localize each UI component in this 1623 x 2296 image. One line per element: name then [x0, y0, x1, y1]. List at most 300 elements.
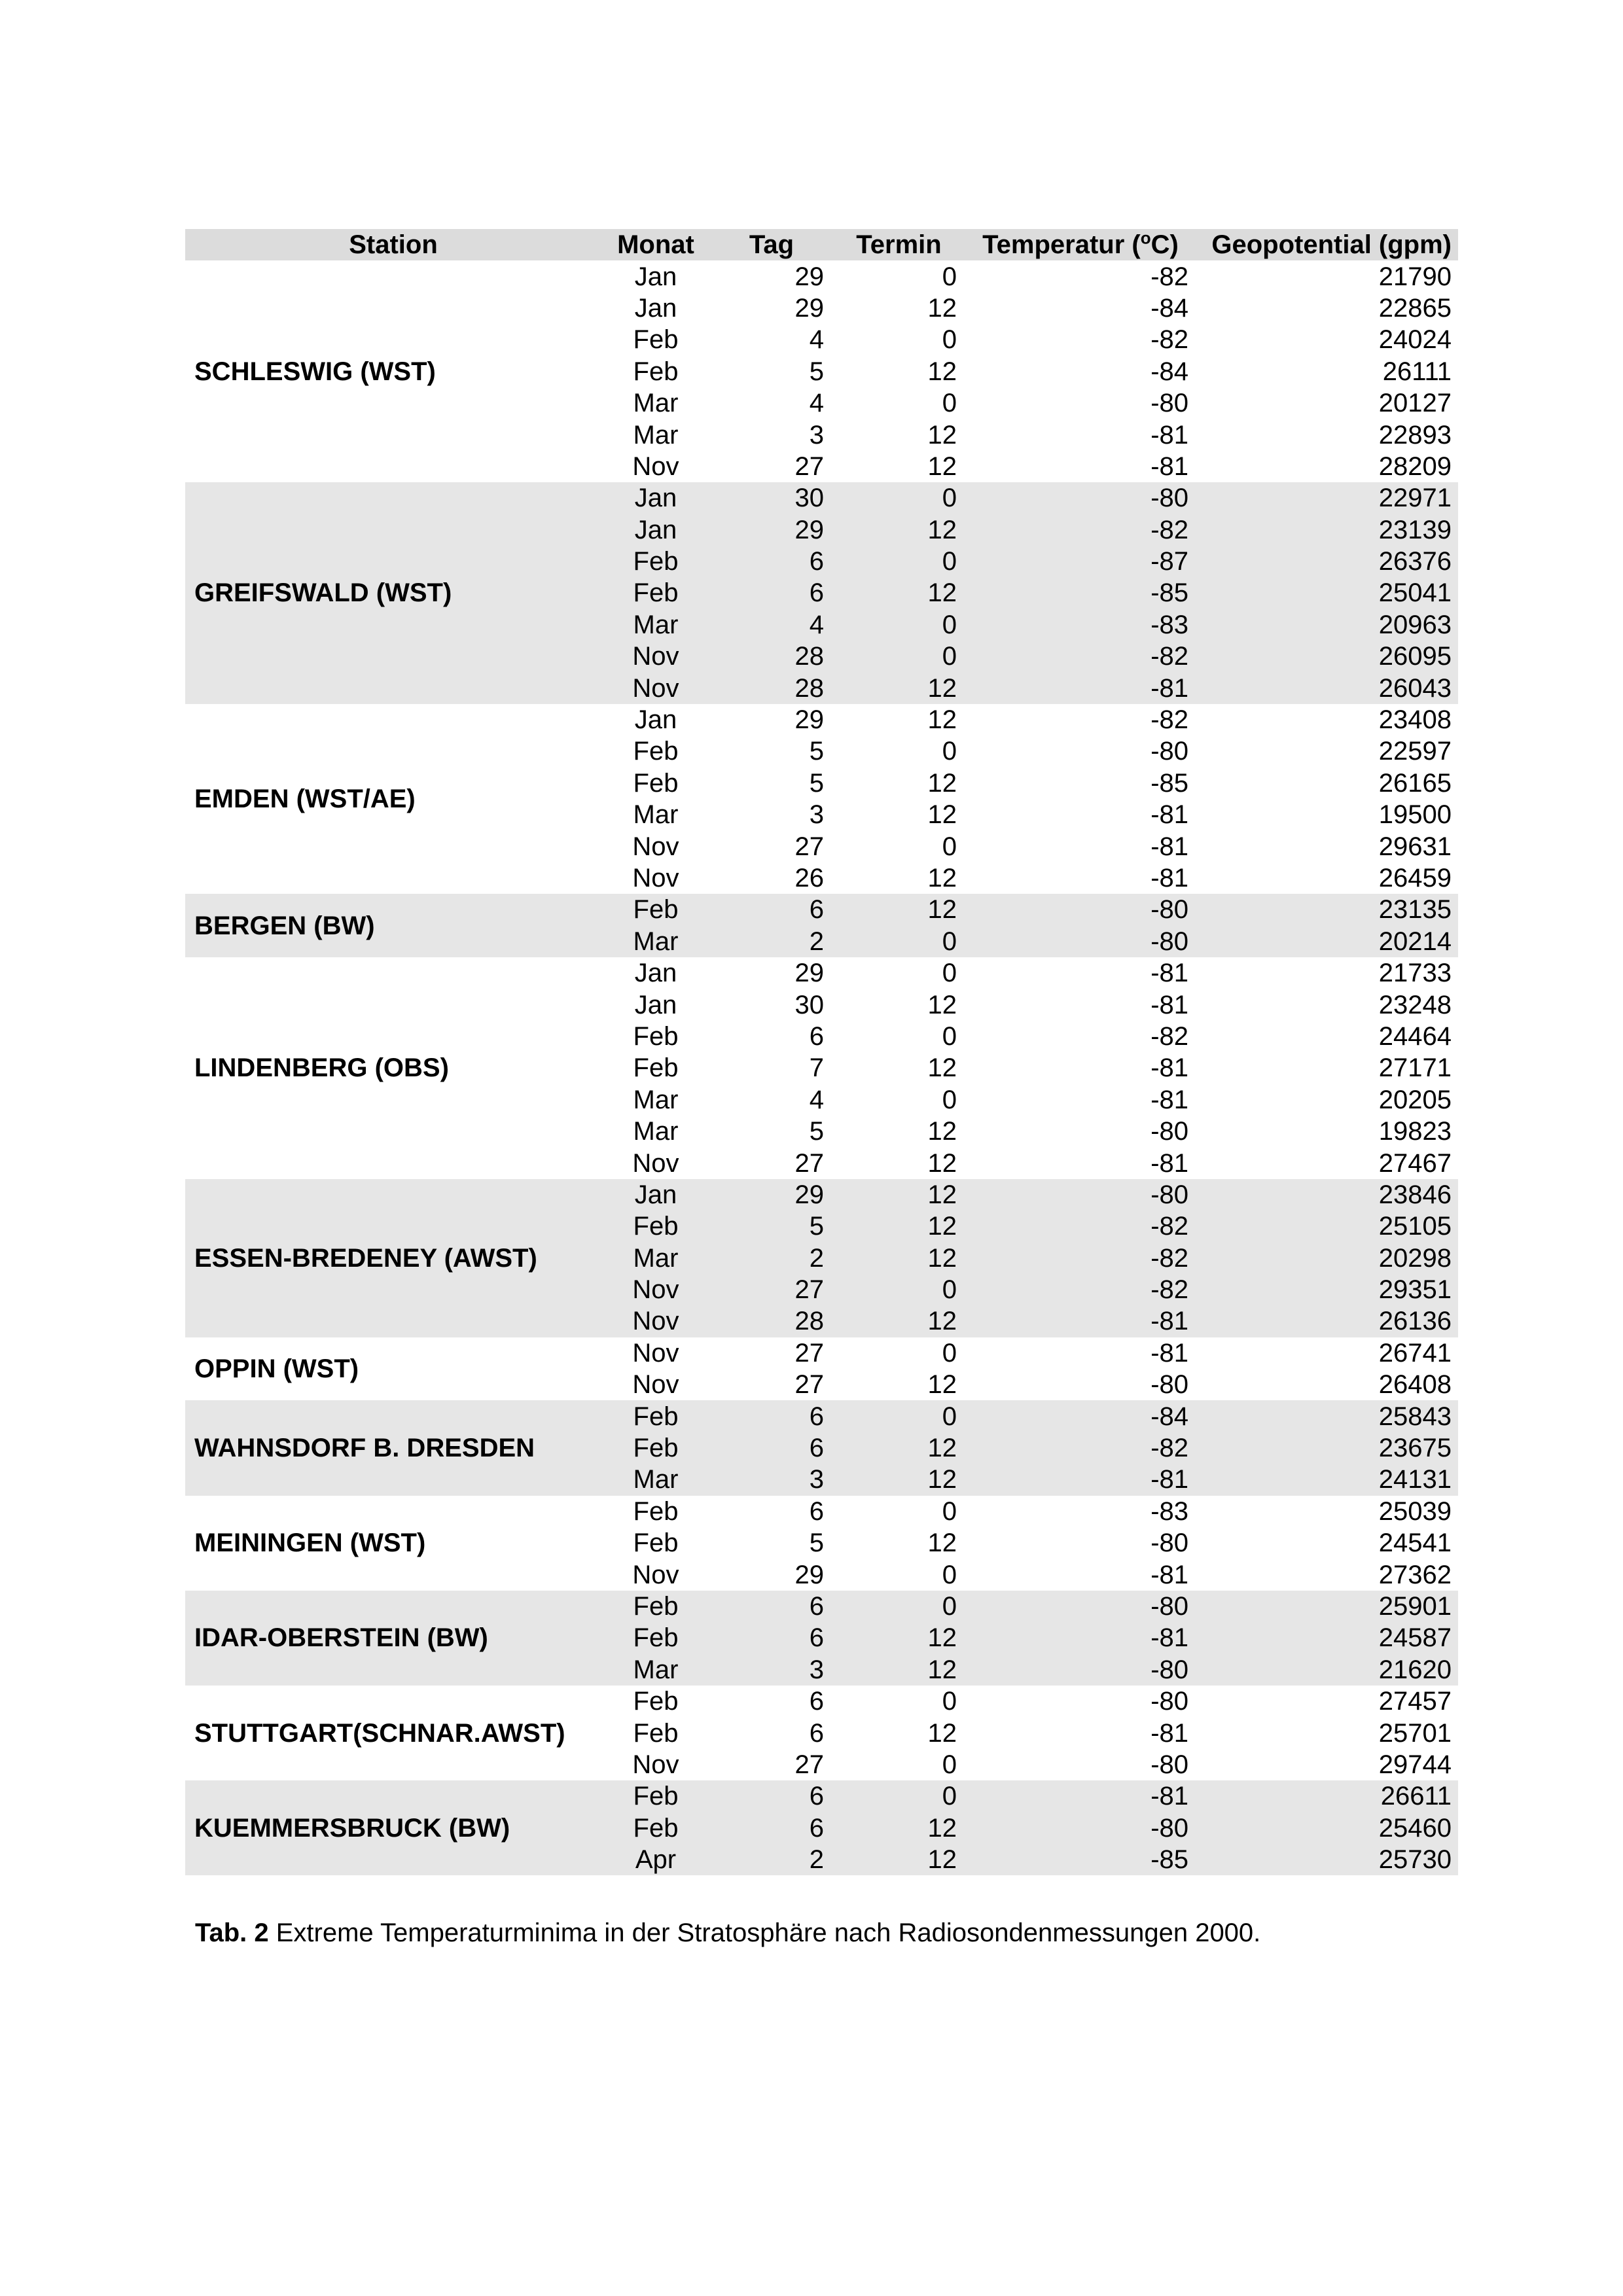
cell-geopotential: 21733: [1378, 959, 1452, 988]
cell-tag: 27: [794, 832, 824, 861]
cell-termin: 12: [833, 1179, 965, 1210]
cell-termin: 12: [833, 1210, 965, 1242]
cell-geopotential: 25105: [1196, 1210, 1458, 1242]
cell-monat: Feb: [633, 737, 679, 766]
station-name: KUEMMERSBRUCK (BW): [185, 1780, 601, 1875]
cell-geopotential: 20127: [1378, 389, 1452, 418]
cell-termin: 0: [833, 641, 965, 672]
cell-geopotential: 23846: [1196, 1179, 1458, 1210]
cell-tag: 6: [710, 894, 833, 925]
cell-temperatur: -80: [1150, 1528, 1188, 1558]
station-group: [185, 957, 1458, 1179]
cell-termin: 12: [927, 420, 957, 450]
cell-tag: 6: [809, 1496, 824, 1526]
cell-geopotential: 24131: [1196, 1464, 1458, 1495]
cell-termin: 12: [833, 1622, 965, 1653]
cell-termin: 0: [942, 832, 957, 861]
cell-tag: 30: [710, 482, 833, 514]
cell-termin: 12: [927, 768, 957, 798]
cell-temperatur: -81: [965, 1622, 1196, 1653]
cell-tag: 5: [809, 737, 824, 766]
cell-termin: 0: [833, 1591, 965, 1622]
cell-temperatur: -80: [965, 926, 1196, 957]
cell-monat: Feb: [633, 768, 679, 798]
header-temperatur-suffix: C): [1150, 230, 1179, 260]
cell-temperatur: -85: [965, 577, 1196, 609]
cell-geopotential: 23408: [1378, 705, 1452, 735]
cell-monat: Mar: [601, 1464, 710, 1495]
cell-tag: 3: [710, 1464, 833, 1495]
cell-temperatur: -81: [1150, 1053, 1188, 1083]
table-row: [185, 260, 1458, 292]
cell-temperatur: -82: [965, 514, 1196, 546]
station-name: LINDENBERG (OBS): [194, 1053, 449, 1083]
cell-geopotential: 25701: [1378, 1718, 1452, 1748]
cell-termin: 12: [833, 514, 965, 546]
table-row: [185, 894, 1458, 925]
cell-tag: 5: [710, 1210, 833, 1242]
cell-termin: 12: [927, 1370, 957, 1400]
cell-termin: 12: [927, 1053, 957, 1083]
cell-temperatur: -81: [1150, 1560, 1188, 1589]
cell-termin: 0: [833, 482, 965, 514]
header-geopotential: Geopotential (gpm): [1196, 229, 1458, 260]
cell-geopotential: 29744: [1378, 1750, 1452, 1779]
cell-monat: Mar: [601, 609, 710, 641]
cell-geopotential: 29631: [1378, 832, 1452, 861]
cell-geopotential: 26611: [1196, 1780, 1458, 1812]
cell-monat: Nov: [632, 1338, 679, 1368]
cell-termin: 12: [927, 1528, 957, 1558]
table-row: [185, 1780, 1458, 1812]
cell-tag: 7: [809, 1053, 824, 1083]
cell-geopotential: 25730: [1196, 1844, 1458, 1875]
station-name: IDAR-OBERSTEIN (BW): [185, 1591, 601, 1686]
cell-tag: 29: [794, 293, 824, 323]
cell-temperatur: -85: [1150, 768, 1188, 798]
cell-tag: 5: [809, 768, 824, 798]
cell-temperatur: -84: [1150, 357, 1188, 386]
cell-geopotential: 26165: [1378, 768, 1452, 798]
cell-termin: 12: [833, 1654, 965, 1686]
cell-termin: 0: [833, 1400, 965, 1432]
station-group: [185, 704, 1458, 894]
cell-termin: 12: [927, 357, 957, 386]
cell-tag: 6: [809, 1687, 824, 1716]
cell-monat: Jan: [601, 1179, 710, 1210]
cell-tag: 6: [710, 1622, 833, 1653]
cell-geopotential: 26408: [1378, 1370, 1452, 1400]
cell-termin: 12: [833, 1844, 965, 1875]
cell-monat: Nov: [601, 1305, 710, 1337]
cell-tag: 29: [710, 1179, 833, 1210]
cell-temperatur: -82: [965, 641, 1196, 672]
cell-monat: Feb: [601, 1812, 710, 1844]
cell-geopotential: 21790: [1378, 262, 1452, 291]
cell-temperatur: -80: [1150, 389, 1188, 418]
station-group: [185, 1496, 1458, 1591]
station-group: [185, 1686, 1458, 1780]
cell-termin: 12: [927, 800, 957, 830]
header-tag: Tag: [710, 229, 833, 260]
cell-monat: Feb: [601, 1622, 710, 1653]
cell-monat: Jan: [601, 482, 710, 514]
cell-temperatur: -82: [1150, 705, 1188, 735]
cell-termin: 12: [927, 293, 957, 323]
cell-temperatur: -80: [965, 894, 1196, 925]
cell-geopotential: 25460: [1196, 1812, 1458, 1844]
cell-monat: Jan: [634, 990, 677, 1019]
cell-temperatur: -80: [965, 1654, 1196, 1686]
cell-tag: 27: [794, 451, 824, 481]
cell-geopotential: 26741: [1378, 1338, 1452, 1368]
header-temperatur-degree: o: [1140, 229, 1151, 248]
station-name: STUTTGART(SCHNAR.AWST): [194, 1718, 565, 1748]
caption-text: Extreme Temperaturminima in der Stratosphäre nach Radiosondenmessungen 2000.: [268, 1918, 1261, 1947]
cell-temperatur: -81: [1150, 832, 1188, 861]
table-row: [185, 704, 1458, 735]
cell-termin: 12: [927, 990, 957, 1019]
station-group: [185, 482, 1458, 704]
station-name: GREIFSWALD (WST): [185, 482, 601, 704]
cell-temperatur: -81: [965, 1305, 1196, 1337]
cell-temperatur: -81: [965, 1464, 1196, 1495]
cell-temperatur: -83: [1150, 1496, 1188, 1526]
cell-tag: 2: [710, 926, 833, 957]
cell-tag: 3: [809, 800, 824, 830]
cell-tag: 6: [809, 1021, 824, 1051]
cell-monat: Nov: [632, 864, 679, 892]
cell-temperatur: -81: [1150, 800, 1188, 830]
table-row: [185, 1496, 1458, 1527]
cell-temperatur: -81: [1150, 864, 1188, 892]
cell-monat: Nov: [632, 1370, 679, 1400]
cell-tag: 2: [710, 1844, 833, 1875]
cell-tag: 4: [710, 609, 833, 641]
cell-temperatur: -80: [1150, 1750, 1188, 1779]
cell-tag: 28: [710, 641, 833, 672]
cell-geopotential: 26136: [1196, 1305, 1458, 1337]
cell-geopotential: 19500: [1378, 800, 1452, 830]
cell-geopotential: 26376: [1196, 546, 1458, 577]
cell-geopotential: 20214: [1196, 926, 1458, 957]
station-name: MEININGEN (WST): [194, 1528, 426, 1558]
table-row: [185, 482, 1458, 514]
header-temperatur: [965, 229, 1196, 260]
cell-monat: Feb: [601, 577, 710, 609]
cell-tag: 27: [794, 1370, 824, 1400]
cell-termin: 0: [833, 609, 965, 641]
cell-tag: 6: [710, 1780, 833, 1812]
cell-monat: Mar: [633, 420, 679, 450]
cell-termin: 0: [942, 1338, 957, 1368]
cell-temperatur: -82: [1150, 1021, 1188, 1051]
cell-tag: 3: [809, 420, 824, 450]
cell-termin: 0: [942, 737, 957, 766]
cell-tag: 29: [794, 705, 824, 735]
table-header: [185, 229, 1458, 260]
cell-tag: 27: [794, 1148, 824, 1178]
cell-geopotential: 22893: [1378, 420, 1452, 450]
cell-monat: Feb: [633, 357, 679, 386]
cell-geopotential: 27362: [1378, 1560, 1452, 1589]
cell-temperatur: -81: [1150, 1338, 1188, 1368]
cell-termin: 0: [942, 1750, 957, 1779]
cell-monat: Nov: [632, 1750, 679, 1779]
cell-termin: 0: [942, 1560, 957, 1589]
cell-monat: Feb: [633, 325, 679, 355]
cell-tag: 6: [809, 1718, 824, 1748]
cell-temperatur: -80: [965, 482, 1196, 514]
cell-geopotential: 24587: [1196, 1622, 1458, 1653]
temperature-minima-table: [185, 229, 1458, 1875]
station-group: [185, 1400, 1458, 1495]
cell-temperatur: -80: [1150, 1117, 1188, 1146]
cell-monat: Mar: [633, 389, 679, 418]
cell-termin: 12: [833, 1812, 965, 1844]
cell-monat: Nov: [632, 832, 679, 861]
cell-monat: Jan: [634, 705, 677, 735]
cell-monat: Feb: [633, 1496, 679, 1526]
cell-monat: Mar: [601, 1243, 710, 1274]
cell-temperatur: -81: [1150, 420, 1188, 450]
cell-temperatur: -82: [1150, 325, 1188, 355]
cell-monat: Jan: [634, 262, 677, 291]
cell-monat: Nov: [632, 1560, 679, 1589]
cell-tag: 5: [809, 1117, 824, 1146]
header-termin: Termin: [833, 229, 965, 260]
cell-termin: 12: [927, 1148, 957, 1178]
cell-temperatur: -84: [965, 1400, 1196, 1432]
cell-geopotential: 24024: [1378, 325, 1452, 355]
cell-geopotential: 23135: [1196, 894, 1458, 925]
cell-termin: 12: [927, 1117, 957, 1146]
cell-monat: Mar: [601, 926, 710, 957]
cell-tag: 6: [710, 1400, 833, 1432]
cell-geopotential: 26459: [1378, 864, 1452, 892]
station-name: ESSEN-BREDENEY (AWST): [185, 1179, 601, 1337]
cell-geopotential: 25843: [1196, 1400, 1458, 1432]
cell-temperatur: -83: [965, 609, 1196, 641]
table-row: [185, 1400, 1458, 1432]
cell-termin: 0: [942, 389, 957, 418]
cell-termin: 12: [833, 1464, 965, 1495]
station-group: [185, 260, 1458, 482]
station-name: BERGEN (BW): [185, 894, 601, 957]
cell-monat: Mar: [633, 800, 679, 830]
cell-geopotential: 24464: [1378, 1021, 1452, 1051]
cell-tag: 29: [794, 1560, 824, 1589]
cell-geopotential: 23248: [1378, 990, 1452, 1019]
cell-termin: 0: [833, 1780, 965, 1812]
cell-temperatur: -82: [965, 1274, 1196, 1305]
cell-geopotential: 20963: [1196, 609, 1458, 641]
cell-termin: 0: [833, 926, 965, 957]
station-name: OPPIN (WST): [194, 1354, 359, 1384]
cell-termin: 12: [833, 894, 965, 925]
cell-geopotential: 23675: [1196, 1432, 1458, 1464]
cell-monat: Nov: [601, 641, 710, 672]
cell-geopotential: 22865: [1378, 293, 1452, 323]
cell-temperatur: -80: [1150, 1687, 1188, 1716]
cell-geopotential: 27467: [1378, 1148, 1452, 1178]
cell-monat: Feb: [601, 1780, 710, 1812]
cell-tag: 6: [710, 577, 833, 609]
cell-termin: 0: [942, 1496, 957, 1526]
cell-geopotential: 20205: [1378, 1085, 1452, 1114]
cell-termin: 12: [833, 1432, 965, 1464]
cell-temperatur: -82: [965, 1243, 1196, 1274]
cell-termin: 12: [927, 705, 957, 735]
cell-tag: 26: [794, 864, 824, 892]
cell-temperatur: -82: [965, 1210, 1196, 1242]
cell-temperatur: -80: [965, 1591, 1196, 1622]
cell-monat: Jan: [634, 293, 677, 323]
cell-termin: 12: [833, 1243, 965, 1274]
cell-temperatur: -81: [1150, 959, 1188, 988]
cell-monat: Apr: [601, 1844, 710, 1875]
cell-tag: 4: [809, 1085, 824, 1114]
cell-monat: Feb: [601, 894, 710, 925]
cell-monat: Mar: [633, 1085, 679, 1114]
cell-termin: 0: [942, 325, 957, 355]
cell-termin: 0: [942, 262, 957, 291]
cell-geopotential: 26095: [1196, 641, 1458, 672]
cell-monat: Feb: [601, 1591, 710, 1622]
cell-geopotential: 25039: [1378, 1496, 1452, 1526]
cell-tag: 27: [710, 1274, 833, 1305]
cell-termin: 12: [927, 864, 957, 892]
cell-temperatur: -80: [965, 1812, 1196, 1844]
cell-monat: Nov: [601, 1274, 710, 1305]
cell-tag: 27: [794, 1338, 824, 1368]
cell-tag: 28: [710, 672, 833, 703]
station-group: [185, 1179, 1458, 1337]
cell-tag: 6: [710, 1432, 833, 1464]
cell-temperatur: -82: [965, 1432, 1196, 1464]
cell-monat: Feb: [601, 546, 710, 577]
cell-temperatur: -81: [965, 672, 1196, 703]
cell-termin: 0: [942, 1687, 957, 1716]
cell-tag: 2: [710, 1243, 833, 1274]
cell-temperatur: -87: [965, 546, 1196, 577]
cell-temperatur: -81: [1150, 990, 1188, 1019]
cell-termin: 0: [833, 1274, 965, 1305]
cell-monat: Feb: [633, 1687, 679, 1716]
cell-monat: Feb: [601, 1432, 710, 1464]
cell-monat: Feb: [633, 1718, 679, 1748]
cell-termin: 12: [833, 577, 965, 609]
cell-tag: 29: [710, 514, 833, 546]
table-row: [185, 1337, 1458, 1369]
table-caption: [195, 1917, 1260, 1949]
cell-geopotential: 27457: [1378, 1687, 1452, 1716]
cell-monat: Jan: [634, 959, 677, 988]
station-group: [185, 1337, 1458, 1401]
cell-tag: 4: [809, 325, 824, 355]
cell-monat: Nov: [601, 672, 710, 703]
cell-tag: 4: [809, 389, 824, 418]
cell-termin: 0: [833, 546, 965, 577]
cell-temperatur: -84: [1150, 293, 1188, 323]
cell-monat: Feb: [601, 1400, 710, 1432]
cell-geopotential: 23139: [1196, 514, 1458, 546]
cell-geopotential: 28209: [1378, 451, 1452, 481]
cell-monat: Feb: [601, 1210, 710, 1242]
cell-geopotential: 26111: [1382, 357, 1452, 386]
cell-monat: Jan: [601, 514, 710, 546]
cell-geopotential: 27171: [1378, 1053, 1452, 1083]
cell-temperatur: -81: [1150, 1718, 1188, 1748]
cell-tag: 6: [710, 1812, 833, 1844]
header-monat: Monat: [601, 229, 710, 260]
cell-monat: Nov: [632, 1148, 679, 1178]
table-row: [185, 957, 1458, 989]
cell-termin: 0: [942, 959, 957, 988]
cell-geopotential: 25901: [1196, 1591, 1458, 1622]
cell-monat: Mar: [601, 1654, 710, 1686]
table-row: [185, 1686, 1458, 1717]
cell-tag: 27: [794, 1750, 824, 1779]
cell-temperatur: -81: [1150, 1148, 1188, 1178]
cell-tag: 29: [794, 262, 824, 291]
cell-termin: 12: [833, 672, 965, 703]
table-row: [185, 1591, 1458, 1622]
cell-tag: 5: [809, 1528, 824, 1558]
station-group: [185, 1780, 1458, 1875]
cell-geopotential: 25041: [1196, 577, 1458, 609]
station-name: WAHNSDORF B. DRESDEN: [185, 1400, 601, 1495]
cell-tag: 5: [809, 357, 824, 386]
cell-temperatur: -81: [1150, 451, 1188, 481]
station-name: SCHLESWIG (WST): [194, 357, 436, 386]
cell-monat: Feb: [633, 1528, 679, 1558]
caption-label: Tab. 2: [195, 1918, 269, 1947]
table-row: [185, 1179, 1458, 1210]
cell-temperatur: -82: [1150, 262, 1188, 291]
cell-geopotential: 19823: [1378, 1117, 1452, 1146]
cell-tag: 6: [710, 1591, 833, 1622]
cell-geopotential: 20298: [1196, 1243, 1458, 1274]
cell-tag: 28: [710, 1305, 833, 1337]
cell-monat: Nov: [632, 451, 679, 481]
cell-termin: 0: [942, 1085, 957, 1114]
cell-monat: Mar: [633, 1117, 679, 1146]
cell-temperatur: -80: [1150, 737, 1188, 766]
header-temperatur-prefix: Temperatur (: [982, 230, 1141, 260]
cell-termin: 0: [942, 1021, 957, 1051]
cell-temperatur: -80: [965, 1179, 1196, 1210]
cell-monat: Feb: [633, 1021, 679, 1051]
header-station: Station: [185, 229, 601, 260]
cell-geopotential: 26043: [1196, 672, 1458, 703]
station-group: [185, 894, 1458, 957]
cell-tag: 29: [794, 959, 824, 988]
cell-tag: 30: [794, 990, 824, 1019]
cell-geopotential: 24541: [1378, 1528, 1452, 1558]
cell-temperatur: -85: [965, 1844, 1196, 1875]
station-name: EMDEN (WST/AE): [194, 785, 416, 814]
cell-monat: Feb: [633, 1053, 679, 1083]
cell-temperatur: -81: [965, 1780, 1196, 1812]
cell-geopotential: 22971: [1196, 482, 1458, 514]
station-group: [185, 1591, 1458, 1686]
cell-geopotential: 22597: [1378, 737, 1452, 766]
header-row: [185, 229, 1458, 260]
cell-temperatur: -80: [1150, 1370, 1188, 1400]
cell-tag: 6: [710, 546, 833, 577]
cell-temperatur: -81: [1150, 1085, 1188, 1114]
